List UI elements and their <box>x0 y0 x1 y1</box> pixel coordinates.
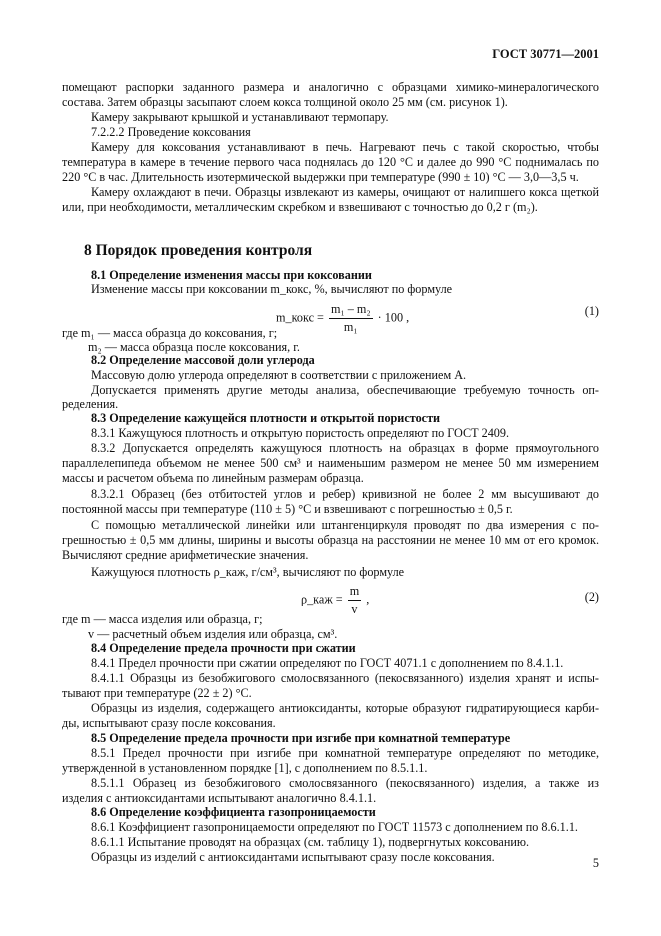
paragraph-line: утвержденной в установленном порядке [1], с дополнением по 8.5.1.1. <box>62 761 428 775</box>
section-heading-8-1: 8.1 Определение изменения массы при коксовании <box>91 268 372 282</box>
document-header-id: ГОСТ 30771—2001 <box>492 47 599 61</box>
formula-numerator: m₁ – m₂ <box>329 302 373 319</box>
paragraph-line: 8.5.1 Предел прочности при изгибе при комнатной температуре определяют по методике, <box>91 746 599 760</box>
section-heading-8-5: 8.5 Определение предела прочности при изгибе при комнатной температуре <box>91 731 511 745</box>
section-heading-8-4: 8.4 Определение предела прочности при сжатии <box>91 641 356 655</box>
paragraph-line: Образцы из изделий с антиоксидантами испытывают сразу после коксования. <box>91 850 495 864</box>
paragraph-line: 8.3.2.1 Образец (без отбитостей углов и ребер) кривизной не более 2 мм высушивают до <box>91 487 599 501</box>
where-line: где m₁ — масса образца до коксования, г; <box>62 326 278 340</box>
formula-1 <box>276 302 409 335</box>
paragraph-line: Допускается применять другие методы анализа, обеспечивающие требуемую точность оп- <box>91 383 599 397</box>
intro-line: Камеру охлаждают в печи. Образцы извлекают из камеры, очищают от налипшего кокса щеткой <box>91 185 599 199</box>
paragraph-line: 8.6.1.1 Испытание проводят на образцах (см. таблицу 1), подвергнутых коксованию. <box>91 835 530 849</box>
where-line: где m — масса изделия или образца, г; <box>62 612 263 626</box>
paragraph-line: 8.6.1 Коэффициент газопроницаемости определяют по ГОСТ 11573 с дополнением по 8.6.1.1. <box>91 820 578 834</box>
paragraph-line: постоянной массы при температуре (110 ± 5) °С и взвешивают с погрешностью ± 0,5 г. <box>62 502 513 516</box>
section-heading-8-6: 8.6 Определение коэффициента газопроницаемости <box>91 805 376 819</box>
paragraph-line: 8.3.1 Кажущуюся плотность и открытую пористость определяют по ГОСТ 2409. <box>91 426 510 440</box>
intro-line: 220 °С в час. Длительность изотермической выдержки при температуре (990 ± 10) °С — 3,0—3,5 ч. <box>62 170 579 184</box>
section-heading-8-3: 8.3 Определение кажущейся плотности и открытой пористости <box>91 411 441 425</box>
paragraph-line: С помощью металлической линейки или штангенциркуля проводят по два измерения с по- <box>91 518 599 532</box>
equation-number: (2) <box>584 590 599 604</box>
intro-line: или, при необходимости, металлическим скребком и взвешивают с точностью до 0,2 г (m₂). <box>62 200 538 214</box>
paragraph-line: ределения. <box>62 397 119 411</box>
formula-numerator: m <box>348 584 361 601</box>
section-title: 8 Порядок проведения контроля <box>84 242 313 259</box>
paragraph-line: 8.4.1.1 Образцы из безобжигового смолосвязанного (пекосвязанного) изделия хранят и испы- <box>91 671 599 685</box>
intro-line: температура в камере в течение первого часа поднялась до 120 °С и далее до 990 °С поднималась по <box>62 155 599 169</box>
paragraph-line: 8.5.1.1 Образец из безобжигового смолосвязанного (пекосвязанного) изделия, а также из <box>91 776 599 790</box>
formula-fraction <box>329 302 373 335</box>
intro-line: помещают распорки заданного размера и аналогично с образцами химико-минералогического <box>62 80 599 94</box>
formula-2 <box>301 584 369 617</box>
paragraph-line: Массовую долю углерода определяют в соответствии с приложением А. <box>91 368 467 382</box>
where-line: v — расчетный объем изделия или образца, см³. <box>88 627 338 641</box>
intro-line: Камеру закрывают крышкой и устанавливают термопару. <box>91 110 389 124</box>
paragraph-line: Вычисляют средние арифметические значения. <box>62 548 309 562</box>
paragraph-line: изделия с антиоксидантами испытывают аналогично 8.4.1.1. <box>62 791 377 805</box>
paragraph-line: параллелепипеда объемом не менее 500 см³ и наименьшим размером не менее 50 мм измерением <box>62 456 599 470</box>
formula-denominator: v <box>351 602 358 616</box>
paragraph-line: 8.4.1 Предел прочности при сжатии определяют по ГОСТ 4071.1 с дополнением по 8.4.1.1. <box>91 656 564 670</box>
formula-lhs: ρ_каж = <box>301 592 343 607</box>
intro-line: состава. Затем образцы засыпают слоем кокса толщиной около 25 мм (см. рисунок 1). <box>62 95 508 109</box>
paragraph-line: тывают при температуре (22 ± 2) °С. <box>62 686 252 700</box>
section-heading-8-2: 8.2 Определение массовой доли углерода <box>91 353 315 367</box>
formula-tail: , <box>366 592 370 607</box>
subsection-title: 7.2.2.2 Проведение коксования <box>91 125 251 139</box>
intro-line: Камеру для коксования устанавливают в печь. Нагревают печь с такой скоростью, чтобы <box>91 140 599 154</box>
where-line: m₂ — масса образца после коксования, г. <box>88 340 300 354</box>
paragraph-line: ды, испытывают сразу после коксования. <box>62 716 276 730</box>
paragraph-line: массы и расчетом объема по линейным размерам образца. <box>62 471 364 485</box>
paragraph-line: Кажущуюся плотность ρ_каж, г/см³, вычисляют по формуле <box>91 565 405 579</box>
formula-lhs: m_кокс = <box>276 310 324 325</box>
formula-fraction <box>348 584 361 617</box>
paragraph-line: 8.3.2 Допускается определять кажущуюся плотность на образцах в форме прямоугольного <box>91 441 599 455</box>
paragraph-line: Образцы из изделия, содержащего антиоксиданты, которые образуют гидратирующиеся карби- <box>91 701 599 715</box>
formula-tail: · 100 , <box>377 310 410 325</box>
paragraph-line: грешностью ± 0,5 мм длины, ширины и высоты образца на расстоянии не менее 10 мм от его кромок. <box>62 533 599 547</box>
equation-number: (1) <box>584 304 599 318</box>
formula-denominator: m₁ <box>343 320 358 334</box>
paragraph-line: Изменение массы при коксовании m_кокс, %, вычисляют по формуле <box>91 282 453 296</box>
page-number: 5 <box>592 856 599 870</box>
